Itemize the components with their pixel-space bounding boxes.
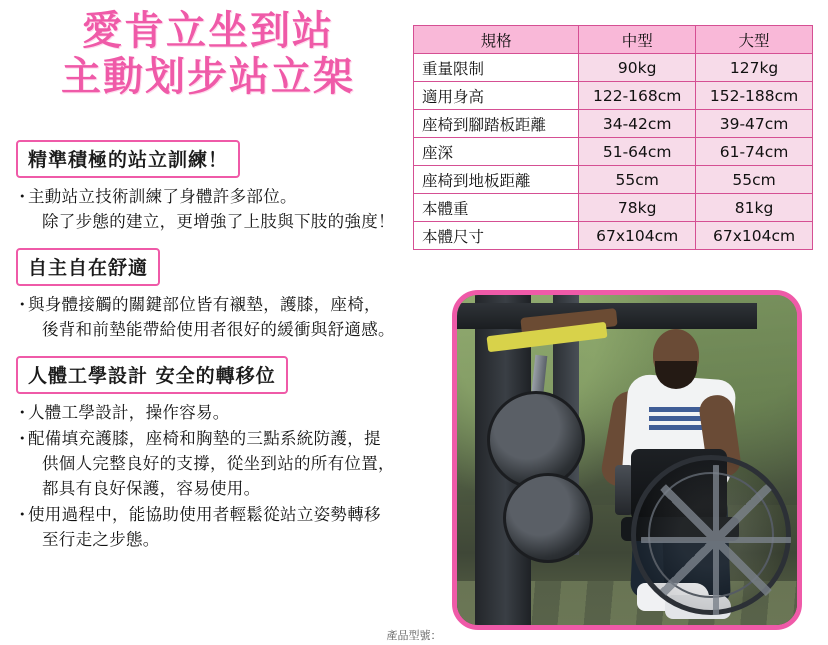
table-row-label: 本體尺寸 xyxy=(414,222,579,250)
table-header-cell: 規格 xyxy=(414,26,579,54)
table-row xyxy=(414,138,813,166)
table-cell-large: 81kg xyxy=(696,194,813,222)
photo-weight-plate xyxy=(503,473,593,563)
table-cell-medium: 90kg xyxy=(579,54,696,82)
table-row-label: 本體重 xyxy=(414,194,579,222)
section-heading-2: 自主自在舒適 xyxy=(16,248,160,286)
features-column xyxy=(16,140,416,566)
table-row-label: 座椅到腳踏板距離 xyxy=(414,110,579,138)
table-row xyxy=(414,166,813,194)
feature-section-1 xyxy=(16,140,416,234)
table-header-cell: 中型 xyxy=(579,26,696,54)
section-heading-1: 精準積極的站立訓練！ xyxy=(16,140,240,178)
table-row xyxy=(414,194,813,222)
list-item xyxy=(16,400,416,425)
table-cell-large: 152-188cm xyxy=(696,82,813,110)
table-cell-medium: 67x104cm xyxy=(579,222,696,250)
footer-text: 產品型號： xyxy=(386,629,442,642)
section-heading-3: 人體工學設計 安全的轉移位 xyxy=(16,356,288,394)
table-cell-medium: 78kg xyxy=(579,194,696,222)
bullet-text-cont: 都具有良好保護，容易使用。 xyxy=(42,479,261,498)
table-row-label: 座深 xyxy=(414,138,579,166)
table-row xyxy=(414,110,813,138)
product-photo-image xyxy=(457,295,797,625)
bullet-text-cont: 除了步態的建立，更增強了上肢與下肢的強度！ xyxy=(42,212,395,231)
table-row-label: 重量限制 xyxy=(414,54,579,82)
section-bullets-3 xyxy=(16,400,416,552)
table-cell-medium: 51-64cm xyxy=(579,138,696,166)
list-item xyxy=(16,292,416,342)
photo-wheelchair-spokes xyxy=(641,465,791,615)
specifications-table-container xyxy=(413,25,813,250)
page-title-line-1: 愛肯立坐到站 xyxy=(82,8,334,54)
feature-section-3 xyxy=(16,356,416,552)
list-item xyxy=(16,502,416,552)
section-bullets-1 xyxy=(16,184,416,234)
table-cell-medium: 34-42cm xyxy=(579,110,696,138)
specifications-table xyxy=(413,25,813,250)
table-cell-large: 67x104cm xyxy=(696,222,813,250)
table-cell-large: 127kg xyxy=(696,54,813,82)
table-header-cell: 大型 xyxy=(696,26,813,54)
list-item xyxy=(16,426,416,501)
feature-section-2 xyxy=(16,248,416,342)
table-header-row xyxy=(414,26,813,54)
table-row xyxy=(414,222,813,250)
table-cell-large: 61-74cm xyxy=(696,138,813,166)
table-cell-medium: 55cm xyxy=(579,166,696,194)
list-item xyxy=(16,184,416,234)
table-row xyxy=(414,54,813,82)
bullet-text-cont: 至行走之步態。 xyxy=(42,530,160,549)
table-cell-large: 39-47cm xyxy=(696,110,813,138)
table-row-label: 適用身高 xyxy=(414,82,579,110)
bullet-text: 使用過程中，能協助使用者輕鬆從站立姿勢轉移 xyxy=(28,505,381,524)
table-cell-medium: 122-168cm xyxy=(579,82,696,110)
table-row xyxy=(414,82,813,110)
section-bullets-2 xyxy=(16,292,416,342)
bullet-text: 主動站立技術訓練了身體許多部位。 xyxy=(28,187,297,206)
bullet-text: 配備填充護膝，座椅和胸墊的三點系統防護，提 xyxy=(28,429,381,448)
page-title xyxy=(18,8,398,100)
product-photo xyxy=(452,290,802,630)
table-row-label: 座椅到地板距離 xyxy=(414,166,579,194)
bullet-text-cont: 後背和前墊能帶給使用者很好的緩衝與舒適感。 xyxy=(42,320,395,339)
table-cell-large: 55cm xyxy=(696,166,813,194)
bullet-text-cont: 供個人完整良好的支撐，從坐到站的所有位置， xyxy=(42,454,395,473)
bullet-text: 人體工學設計，操作容易。 xyxy=(28,403,230,422)
bullet-text: 與身體接觸的關鍵部位皆有襯墊，護膝，座椅， xyxy=(28,295,381,314)
page-title-line-2: 主動划步站立架 xyxy=(61,54,355,100)
